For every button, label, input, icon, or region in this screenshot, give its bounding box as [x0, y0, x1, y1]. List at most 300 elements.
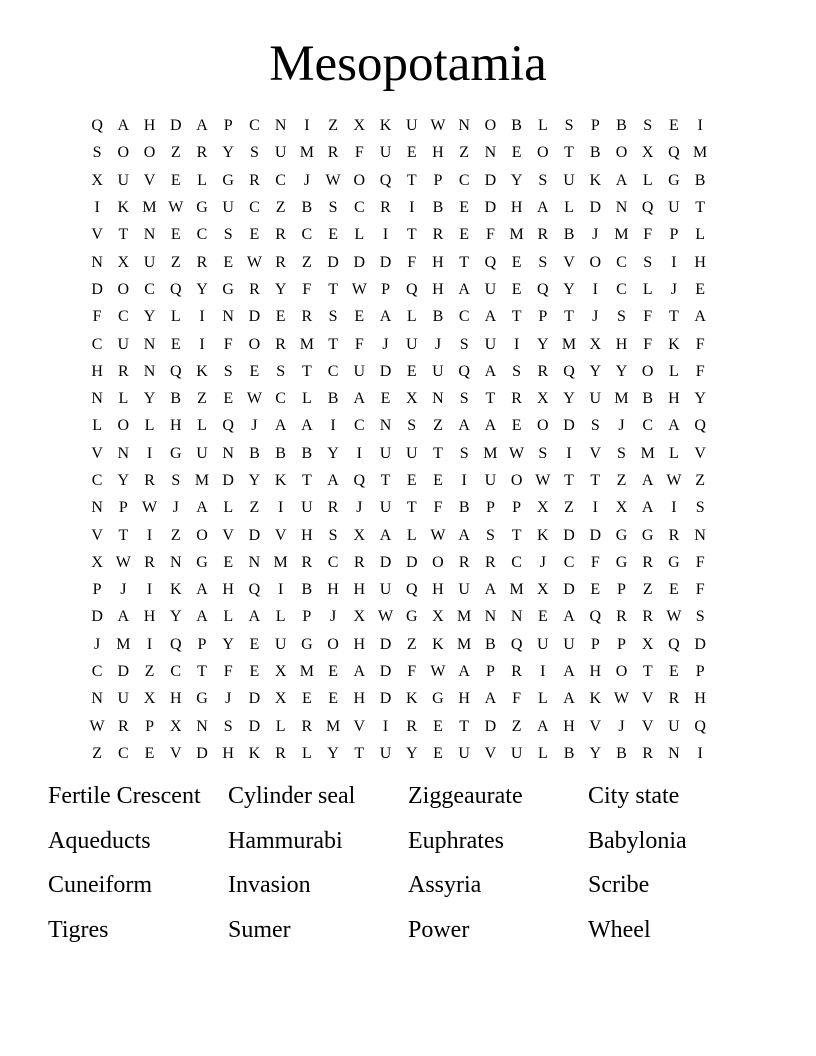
grid-letter: R: [301, 308, 313, 326]
word-list-item: Fertile Crescent: [48, 783, 201, 809]
grid-letter: A: [301, 417, 313, 435]
word-list-item: Assyria: [408, 872, 482, 898]
grid-letter: H: [694, 253, 706, 271]
grid-letter: L: [144, 417, 155, 435]
grid-letter: Q: [353, 472, 366, 489]
grid-letter: G: [196, 690, 208, 708]
grid-letter: H: [169, 417, 182, 435]
grid-letter: D: [248, 717, 261, 735]
grid-letter: L: [92, 417, 102, 435]
grid-letter: Z: [642, 581, 653, 599]
grid-letter: M: [299, 663, 314, 681]
grid-letter: F: [643, 335, 653, 353]
grid-letter: W: [430, 526, 446, 544]
grid-letter: C: [616, 280, 627, 298]
grid-letter: V: [589, 444, 602, 462]
grid-letter: O: [117, 417, 130, 435]
grid-letter: C: [275, 171, 286, 189]
grid-letter: D: [169, 117, 182, 135]
grid-letter: D: [379, 362, 392, 380]
grid-letter: I: [540, 663, 546, 681]
grid-letter: F: [695, 581, 705, 599]
grid-letter: Y: [589, 362, 602, 380]
grid-letter: T: [564, 144, 574, 162]
grid-letter: V: [169, 744, 182, 762]
grid-letter: N: [379, 417, 392, 435]
grid-letter: J: [592, 226, 599, 244]
grid-letter: P: [433, 171, 443, 189]
grid-letter: V: [143, 171, 156, 189]
grid-letter: U: [537, 635, 549, 653]
grid-letter: M: [693, 144, 708, 162]
grid-letter: E: [249, 226, 260, 244]
grid-letter: O: [432, 553, 444, 571]
word-list-item: Sumer: [228, 916, 291, 943]
grid-letter: P: [695, 663, 705, 681]
grid-letter: E: [170, 226, 181, 244]
word-list-item: Cuneiform: [48, 872, 152, 898]
grid-letter: L: [537, 690, 548, 708]
grid-letter: X: [537, 390, 549, 408]
grid-letter: X: [353, 526, 366, 544]
grid-letter: N: [222, 444, 234, 462]
grid-letter: Z: [616, 472, 627, 489]
grid-letter: T: [197, 663, 207, 681]
grid-letter: E: [249, 663, 260, 681]
grid-letter: W: [141, 499, 158, 517]
grid-letter: B: [275, 444, 286, 462]
grid-letter: Q: [641, 199, 654, 217]
grid-letter: A: [353, 390, 366, 408]
grid-letter: U: [484, 335, 497, 353]
grid-letter: J: [120, 581, 127, 599]
grid-letter: A: [484, 308, 497, 326]
grid-letter: E: [223, 390, 234, 408]
grid-letter: J: [225, 690, 232, 708]
grid-letter: E: [511, 144, 522, 162]
grid-letter: P: [92, 581, 102, 599]
grid-letter: H: [668, 390, 680, 408]
grid-row: [84, 658, 713, 685]
grid-letter: V: [641, 717, 654, 735]
grid-letter: D: [248, 308, 261, 326]
grid-letter: U: [222, 199, 234, 217]
grid-letter: N: [432, 390, 444, 408]
grid-letter: P: [485, 663, 495, 681]
grid-letter: T: [301, 362, 312, 380]
grid-letter: C: [196, 226, 208, 244]
grid-letter: N: [169, 553, 182, 571]
grid-letter: O: [615, 144, 628, 162]
grid-letter: L: [642, 280, 653, 298]
grid-row: [84, 358, 713, 385]
grid-letter: B: [301, 581, 313, 599]
grid-letter: K: [169, 581, 182, 599]
grid-letter: I: [356, 444, 362, 462]
grid-letter: P: [590, 635, 600, 653]
grid-letter: R: [249, 171, 260, 189]
grid-letter: Q: [668, 635, 680, 653]
grid-letter: D: [405, 553, 418, 571]
grid-letter: U: [405, 117, 418, 135]
grid-letter: L: [118, 390, 129, 408]
grid-letter: L: [275, 717, 286, 735]
word-list: [48, 778, 768, 956]
grid-letter: S: [538, 171, 548, 189]
grid-letter: H: [353, 581, 366, 599]
grid-letter: W: [89, 717, 105, 735]
grid-letter: Z: [406, 635, 417, 653]
grid-letter: D: [563, 581, 575, 599]
grid-letter: V: [91, 226, 103, 244]
grid-letter: J: [382, 335, 389, 353]
grid-row: [84, 740, 713, 767]
grid-letter: H: [143, 608, 156, 626]
grid-letter: L: [223, 608, 234, 626]
grid-letter: E: [695, 280, 706, 298]
grid-letter: P: [538, 308, 548, 326]
grid-letter: Z: [197, 390, 207, 408]
grid-letter: W: [430, 663, 446, 681]
grid-letter: E: [459, 226, 470, 244]
grid-letter: X: [615, 499, 628, 517]
grid-letter: H: [432, 581, 444, 599]
grid-letter: Z: [144, 663, 155, 681]
grid-letter: V: [91, 444, 103, 462]
grid-row: [84, 276, 713, 303]
grid-letter: H: [327, 581, 339, 599]
grid-letter: T: [485, 390, 496, 408]
grid-letter: U: [274, 635, 287, 653]
grid-letter: U: [274, 144, 287, 162]
grid-letter: F: [695, 362, 705, 380]
grid-letter: A: [196, 117, 208, 135]
grid-letter: L: [223, 499, 234, 517]
grid-letter: T: [118, 226, 129, 244]
grid-letter: B: [249, 444, 260, 462]
grid-letter: C: [275, 390, 286, 408]
grid-letter: K: [405, 690, 418, 708]
grid-letter: Z: [170, 253, 181, 271]
grid-letter: C: [642, 417, 654, 435]
grid-letter: G: [615, 526, 628, 544]
word-list-item: Cylinder seal: [228, 783, 356, 809]
grid-letter: W: [430, 117, 446, 135]
grid-letter: D: [91, 608, 103, 626]
grid-letter: S: [459, 390, 469, 408]
grid-letter: L: [406, 308, 417, 326]
grid-letter: W: [246, 253, 262, 271]
grid-letter: Q: [589, 608, 602, 626]
grid-letter: T: [301, 472, 312, 489]
grid-letter: H: [432, 253, 444, 271]
grid-letter: M: [483, 444, 498, 462]
grid-letter: E: [170, 171, 181, 189]
grid-letter: K: [432, 635, 444, 653]
grid-letter: N: [222, 308, 234, 326]
grid-letter: K: [274, 472, 287, 489]
grid-letter: U: [432, 362, 444, 380]
grid-letter: R: [353, 553, 365, 571]
grid-letter: S: [328, 199, 338, 217]
grid-letter: T: [511, 308, 522, 326]
grid-letter: R: [642, 608, 654, 626]
grid-letter: F: [407, 663, 417, 681]
grid-letter: R: [537, 362, 549, 380]
grid-letter: D: [379, 253, 392, 271]
grid-letter: U: [563, 635, 575, 653]
grid-letter: C: [144, 280, 155, 298]
grid-letter: C: [353, 417, 365, 435]
grid-letter: B: [485, 635, 496, 653]
grid-letter: S: [617, 444, 626, 462]
grid-letter: I: [146, 526, 153, 544]
grid-letter: T: [669, 308, 679, 326]
grid-letter: L: [669, 362, 679, 380]
grid-letter: O: [537, 144, 549, 162]
grid-row: [84, 139, 713, 166]
grid-letter: E: [669, 581, 679, 599]
grid-letter: X: [91, 171, 103, 189]
grid-letter: B: [563, 744, 575, 762]
grid-letter: E: [433, 717, 443, 735]
grid-letter: P: [302, 608, 312, 626]
grid-letter: C: [327, 362, 339, 380]
grid-letter: O: [641, 362, 654, 380]
grid-letter: X: [117, 253, 130, 271]
grid-letter: I: [409, 199, 415, 217]
grid-letter: D: [484, 199, 497, 217]
grid-letter: L: [642, 171, 653, 189]
grid-letter: E: [406, 472, 417, 489]
page-title: Mesopotamia: [269, 36, 547, 92]
grid-letter: W: [535, 472, 551, 489]
grid-letter: O: [615, 663, 628, 681]
grid-letter: T: [459, 253, 470, 271]
grid-letter: U: [196, 444, 208, 462]
grid-letter: A: [117, 117, 130, 135]
grid-letter: J: [670, 280, 678, 298]
grid-letter: R: [642, 744, 654, 762]
grid-letter: Y: [510, 171, 523, 189]
grid-letter: C: [616, 253, 627, 271]
grid-letter: E: [406, 144, 417, 162]
grid-letter: G: [668, 171, 680, 189]
grid-letter: M: [640, 444, 655, 462]
grid-letter: E: [249, 362, 260, 380]
grid-letter: Y: [222, 635, 234, 653]
grid-letter: D: [91, 280, 103, 298]
grid-letter: A: [484, 362, 497, 380]
grid-letter: M: [509, 226, 524, 244]
grid-letter: E: [328, 663, 338, 681]
grid-letter: B: [511, 117, 522, 135]
grid-letter: I: [199, 308, 205, 326]
grid-letter: S: [695, 608, 705, 626]
grid-letter: S: [92, 144, 102, 162]
grid-letter: Q: [484, 253, 497, 271]
grid-letter: I: [146, 635, 153, 653]
grid-letter: T: [328, 280, 338, 298]
grid-letter: P: [145, 717, 154, 735]
grid-letter: T: [459, 717, 470, 735]
grid-letter: N: [91, 499, 103, 517]
grid-letter: Z: [301, 253, 312, 271]
grid-letter: A: [615, 171, 628, 189]
grid-letter: R: [196, 144, 208, 162]
grid-letter: F: [485, 226, 495, 244]
grid-letter: L: [406, 526, 417, 544]
grid-letter: P: [590, 117, 600, 135]
grid-letter: Q: [694, 417, 706, 435]
grid-letter: C: [301, 226, 313, 244]
grid-letter: R: [196, 253, 208, 271]
grid-letter: P: [617, 635, 626, 653]
grid-letter: J: [618, 717, 625, 735]
word-list-item: Tigres: [48, 916, 109, 943]
grid-letter: P: [485, 499, 495, 517]
grid-letter: L: [354, 226, 365, 244]
grid-letter: U: [405, 444, 418, 462]
grid-letter: U: [668, 199, 680, 217]
grid-letter: T: [511, 526, 522, 544]
grid-letter: B: [327, 390, 339, 408]
grid-letter: S: [485, 526, 495, 544]
grid-letter: V: [222, 526, 234, 544]
grid-letter: Z: [564, 499, 574, 517]
grid-letter: P: [223, 117, 233, 135]
grid-letter: S: [459, 335, 469, 353]
grid-letter: Z: [695, 472, 706, 489]
grid-letter: P: [197, 635, 207, 653]
grid-letter: B: [170, 390, 182, 408]
grid-letter: M: [509, 581, 524, 599]
grid-row: [84, 412, 713, 439]
word-list-item: Aqueducts: [48, 827, 151, 854]
grid-letter: Y: [222, 144, 234, 162]
grid-letter: S: [459, 444, 469, 462]
grid-letter: U: [117, 690, 130, 708]
grid-letter: H: [563, 717, 575, 735]
grid-letter: U: [117, 171, 130, 189]
grid-row: [84, 603, 713, 630]
grid-letter: L: [669, 444, 679, 462]
grid-letter: H: [694, 690, 706, 708]
grid-letter: Q: [510, 635, 523, 653]
grid-letter: R: [642, 553, 654, 571]
grid-letter: Y: [694, 390, 706, 408]
grid-letter: O: [248, 335, 261, 353]
grid-letter: D: [484, 171, 497, 189]
grid-letter: D: [248, 526, 261, 544]
grid-letter: K: [589, 690, 602, 708]
grid-letter: F: [695, 553, 705, 571]
grid-letter: L: [301, 390, 312, 408]
grid-letter: U: [668, 717, 680, 735]
letter-grid: [84, 112, 713, 767]
grid-letter: O: [117, 280, 130, 298]
grid-letter: N: [143, 335, 156, 353]
grid-letter: I: [671, 499, 677, 517]
grid-letter: D: [379, 635, 392, 653]
grid-letter: J: [356, 499, 363, 517]
grid-letter: D: [694, 635, 706, 653]
grid-letter: I: [146, 581, 153, 599]
grid-letter: T: [564, 308, 574, 326]
grid-letter: W: [246, 390, 262, 408]
grid-row: [84, 385, 713, 412]
grid-letter: U: [510, 744, 523, 762]
grid-letter: H: [301, 526, 313, 544]
grid-letter: T: [642, 663, 653, 681]
grid-letter: R: [485, 553, 496, 571]
grid-letter: I: [461, 472, 467, 489]
grid-letter: J: [539, 553, 546, 571]
grid-letter: A: [694, 308, 706, 326]
grid-letter: I: [382, 717, 389, 735]
grid-letter: E: [406, 362, 417, 380]
grid-letter: I: [697, 744, 703, 762]
grid-letter: R: [537, 226, 549, 244]
grid-letter: J: [329, 608, 337, 626]
grid-row: [84, 248, 713, 275]
grid-letter: O: [117, 144, 130, 162]
grid-letter: Z: [170, 526, 181, 544]
grid-letter: U: [379, 144, 392, 162]
grid-letter: P: [617, 581, 626, 599]
grid-letter: A: [458, 526, 470, 544]
grid-letter: Z: [249, 499, 260, 517]
grid-letter: H: [510, 199, 523, 217]
grid-letter: X: [143, 690, 156, 708]
grid-letter: V: [353, 717, 366, 735]
grid-letter: J: [93, 635, 101, 653]
word-list-item: Hammurabi: [228, 827, 343, 854]
grid-letter: F: [302, 280, 312, 298]
grid-letter: G: [615, 553, 628, 571]
grid-letter: U: [458, 581, 470, 599]
grid-letter: C: [170, 663, 182, 681]
grid-letter: Q: [694, 717, 706, 735]
grid-letter: M: [299, 335, 314, 353]
grid-letter: U: [589, 390, 602, 408]
grid-letter: W: [168, 199, 184, 217]
grid-letter: A: [196, 581, 208, 599]
grid-letter: J: [251, 417, 258, 435]
grid-letter: L: [537, 744, 548, 762]
grid-letter: S: [223, 362, 233, 380]
grid-letter: C: [327, 553, 339, 571]
grid-letter: T: [564, 472, 574, 489]
grid-letter: Q: [537, 280, 549, 298]
grid-letter: Q: [91, 117, 103, 135]
grid-row: [84, 494, 713, 521]
grid-row: [84, 167, 713, 194]
grid-letter: U: [379, 744, 392, 762]
grid-letter: D: [563, 417, 575, 435]
grid-letter: C: [458, 171, 470, 189]
grid-letter: E: [328, 690, 338, 708]
grid-row: [84, 549, 713, 576]
grid-letter: Q: [405, 280, 418, 298]
grid-letter: S: [407, 417, 417, 435]
grid-letter: E: [669, 117, 679, 135]
grid-letter: F: [354, 144, 364, 162]
grid-letter: Y: [563, 390, 575, 408]
grid-letter: R: [511, 663, 522, 681]
grid-letter: F: [643, 308, 653, 326]
grid-letter: G: [222, 171, 234, 189]
